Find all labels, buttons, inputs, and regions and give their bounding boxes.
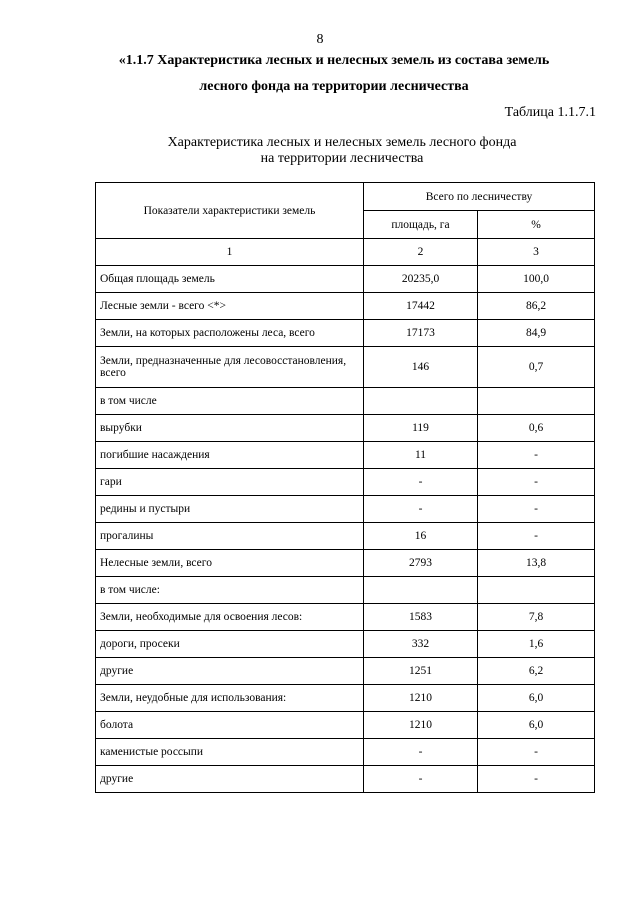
row-name: каменистые россыпи [96, 739, 364, 766]
row-area: - [364, 469, 478, 496]
row-area: 17173 [364, 320, 478, 347]
row-name: Нелесные земли, всего [96, 550, 364, 577]
table-row [96, 604, 595, 631]
row-area: 1583 [364, 604, 478, 631]
row-area: 1251 [364, 658, 478, 685]
row-area [364, 388, 478, 415]
row-area: - [364, 739, 478, 766]
table-row [96, 523, 595, 550]
row-percent: 0,6 [478, 415, 595, 442]
row-percent [478, 388, 595, 415]
table-row [96, 496, 595, 523]
table-row [96, 266, 595, 293]
row-area: 17442 [364, 293, 478, 320]
row-percent: 6,2 [478, 658, 595, 685]
row-area: 16 [364, 523, 478, 550]
table-row [96, 658, 595, 685]
row-name: вырубки [96, 415, 364, 442]
row-area: 119 [364, 415, 478, 442]
row-area: 146 [364, 347, 478, 388]
table-row [96, 320, 595, 347]
row-percent: - [478, 469, 595, 496]
row-percent: - [478, 739, 595, 766]
row-name: редины и пустыри [96, 496, 364, 523]
header-total: Всего по лесничеству [364, 183, 595, 211]
header-percent: % [478, 211, 595, 239]
row-name: другие [96, 766, 364, 793]
row-percent: 6,0 [478, 712, 595, 739]
table-row [96, 712, 595, 739]
row-area: 1210 [364, 712, 478, 739]
row-name: дороги, просеки [96, 631, 364, 658]
row-name: погибшие насаждения [96, 442, 364, 469]
land-characteristics-table [95, 182, 595, 793]
row-name: Земли, предназначенные для лесовосстановления, всего [96, 347, 364, 388]
row-percent: - [478, 766, 595, 793]
table-row [96, 469, 595, 496]
row-name: Общая площадь земель [96, 266, 364, 293]
row-area: 332 [364, 631, 478, 658]
row-name: в том числе: [96, 577, 364, 604]
table-caption-line-1: Характеристика лесных и нелесных земель лесного фонда [167, 135, 517, 150]
row-name: Земли, неудобные для использования: [96, 685, 364, 712]
column-number: 2 [364, 239, 478, 266]
row-percent: 0,7 [478, 347, 595, 388]
row-area: - [364, 766, 478, 793]
row-area: - [364, 496, 478, 523]
row-percent [478, 577, 595, 604]
row-percent: 1,6 [478, 631, 595, 658]
table-row [96, 347, 595, 388]
header-area: площадь, га [364, 211, 478, 239]
row-name: прогалины [96, 523, 364, 550]
table-row [96, 293, 595, 320]
table-row [96, 550, 595, 577]
table-row [96, 415, 595, 442]
page-number: 8 [316, 32, 324, 47]
row-name: Земли, необходимые для освоения лесов: [96, 604, 364, 631]
row-percent: - [478, 442, 595, 469]
row-percent: 84,9 [478, 320, 595, 347]
row-name: Земли, на которых расположены леса, всего [96, 320, 364, 347]
table-caption-line-2: на территории лесничества [260, 151, 424, 166]
table-row [96, 766, 595, 793]
row-name: в том числе [96, 388, 364, 415]
table-row [96, 388, 595, 415]
section-heading-line-2: лесного фонда на территории лесничества [199, 79, 469, 94]
row-name: Лесные земли - всего <*> [96, 293, 364, 320]
row-area [364, 577, 478, 604]
row-area: 20235,0 [364, 266, 478, 293]
row-name: гари [96, 469, 364, 496]
row-percent: - [478, 496, 595, 523]
row-percent: 86,2 [478, 293, 595, 320]
table-row [96, 577, 595, 604]
row-percent: 13,8 [478, 550, 595, 577]
row-area: 2793 [364, 550, 478, 577]
header-indicators: Показатели характеристики земель [96, 183, 364, 239]
table-row [96, 739, 595, 766]
section-heading-line-1: «1.1.7 Характеристика лесных и нелесных земель из состава земель [118, 53, 550, 68]
column-number: 1 [96, 239, 364, 266]
table-row [96, 685, 595, 712]
row-percent: - [478, 523, 595, 550]
row-area: 1210 [364, 685, 478, 712]
row-name: другие [96, 658, 364, 685]
row-percent: 100,0 [478, 266, 595, 293]
row-area: 11 [364, 442, 478, 469]
table-row [96, 442, 595, 469]
row-percent: 6,0 [478, 685, 595, 712]
table-label: Таблица 1.1.7.1 [504, 105, 596, 120]
table-row [96, 631, 595, 658]
column-number: 3 [478, 239, 595, 266]
row-percent: 7,8 [478, 604, 595, 631]
row-name: болота [96, 712, 364, 739]
